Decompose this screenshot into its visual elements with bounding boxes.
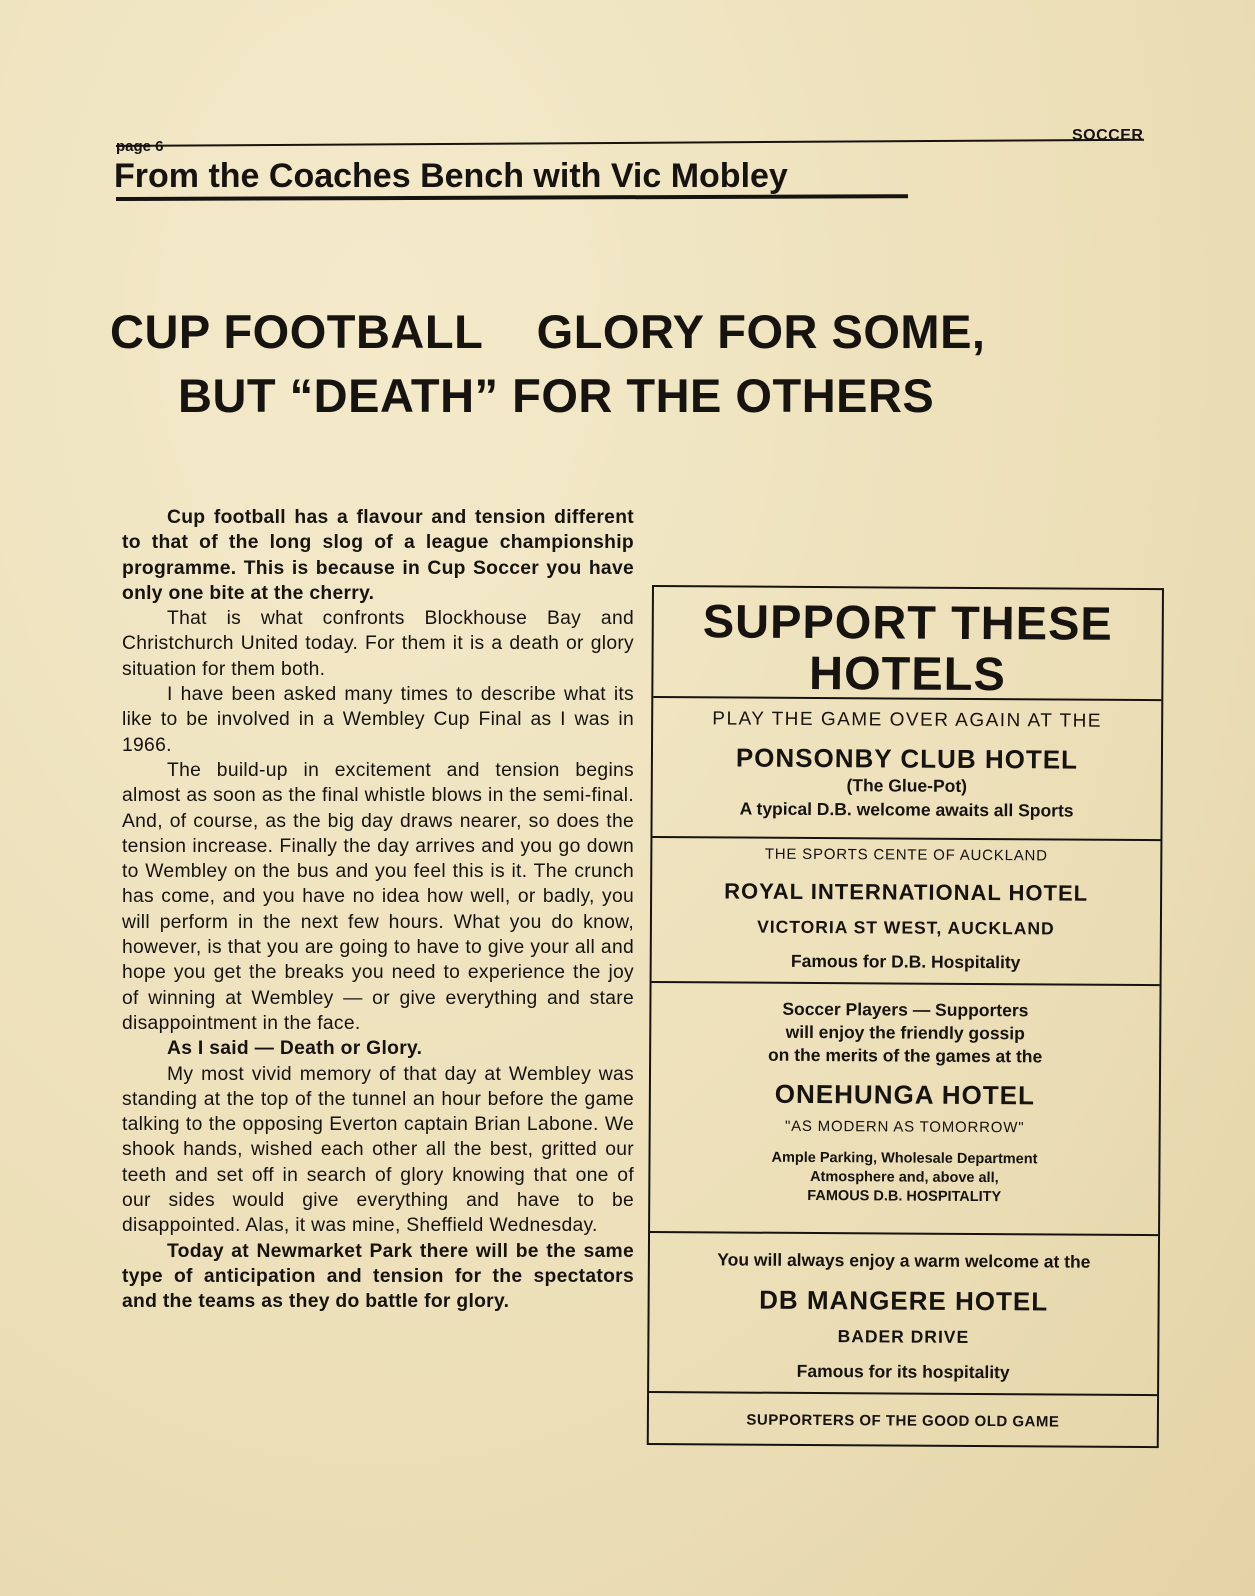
ad-title-line-2: HOTELS: [808, 645, 1006, 701]
onehunga-intro-3: on the merits of the games at the: [767, 1044, 1043, 1067]
headline: [110, 300, 985, 428]
ad-mangere: [649, 1233, 1158, 1396]
article-paragraph-1: Cup football has a flavour and tension different to that of the long slog of a league championship programme. This is because in Cup Soccer you have only one bite at the cherry.: [122, 507, 634, 604]
ponsonby-intro: PLAY THE GAME OVER AGAIN AT THE: [712, 708, 1103, 732]
mangere-address: BADER DRIVE: [837, 1326, 970, 1347]
onehunga-slogan: "AS MODERN AS TOMORROW": [784, 1117, 1025, 1137]
ponsonby-nickname: (The Glue-Pot): [846, 775, 968, 796]
headline-line-2: BUT “DEATH” FOR THE OTHERS: [178, 369, 935, 422]
royal-intro: THE SPORTS CENTE OF AUCKLAND: [764, 845, 1048, 865]
section-label: SOCCER: [1072, 127, 1144, 144]
ad-royal-international: [652, 838, 1161, 986]
article-body: [122, 505, 634, 1315]
mangere-name: DB MANGERE HOTEL: [759, 1284, 1049, 1317]
onehunga-name: ONEHUNGA HOTEL: [774, 1078, 1035, 1111]
ponsonby-tagline: A typical D.B. welcome awaits all Sports: [739, 798, 1074, 821]
ad-footer: SUPPORTERS OF THE GOOD OLD GAME: [746, 1411, 1060, 1431]
headline-line-1: CUP FOOTBALL GLORY FOR SOME,: [110, 305, 986, 358]
ad-onehunga: [650, 983, 1160, 1236]
article-paragraph-7: Today at Newmarket Park there will be the same type of anticipation and tension for the spectators and the teams as they do battle for glory.: [122, 1240, 634, 1313]
header-rule: [116, 139, 1144, 147]
column-title: From the Coaches Bench with Vic Mobley: [114, 157, 788, 195]
mangere-tagline: Famous for its hospitality: [796, 1360, 1010, 1383]
onehunga-intro-1: Soccer Players — Supporters: [782, 998, 1029, 1021]
onehunga-detail-2: Atmosphere and, above all,: [810, 1168, 999, 1187]
onehunga-intro-2: will enjoy the friendly gossip: [785, 1021, 1025, 1044]
article-paragraph-2: That is what confronts Blockhouse Bay and Christchurch United today. For them it is a death or glory situation for them both.: [122, 608, 634, 680]
ad-ponsonby: [652, 698, 1161, 841]
royal-address: VICTORIA ST WEST, AUCKLAND: [757, 916, 1055, 939]
hotels-advertisement: [647, 585, 1164, 1448]
ad-title-line-1: SUPPORT THESE: [702, 594, 1113, 650]
article-paragraph-6: My most vivid memory of that day at Wembley was standing at the top of the tunnel an hour before the game talking to the opposing Everton captain Brian Labone. We shook hands, wished each other all the best, gritted our teeth and set off in search of glory knowing that one of our sides would give everything and have to be disappointed. Alas, it was mine, Sheffield Wednesday.: [122, 1063, 634, 1237]
article-paragraph-4: The build-up in excitement and tension begins almost as soon as the final whistle blows in the semi-final. And, of course, as the big day draws nearer, so does the tension increase. Finally the day arrives and you go down to Wembley on the bus and you feel this is it. The crunch has come, and you have no idea how well, or badly, you will perform in the next few hours. What you do know, however, is that you are going to have to give your all and hope you get the breaks you need to experience the joy of winning at Wembley — or give everything and stare disappointment in the face.: [122, 759, 634, 1034]
royal-tagline: Famous for D.B. Hospitality: [790, 950, 1021, 973]
page-number: page 6: [116, 138, 164, 155]
article-paragraph-5: As I said — Death or Glory.: [167, 1038, 423, 1060]
onehunga-detail-3: FAMOUS D.B. HOSPITALITY: [807, 1187, 1002, 1206]
article-paragraph-3: I have been asked many times to describe what its like to be involved in a Wembley Cup Final as I was in 1966.: [122, 684, 634, 756]
ponsonby-name: PONSONBY CLUB HOTEL: [735, 742, 1079, 775]
mangere-intro: You will always enjoy a warm welcome at the: [717, 1249, 1091, 1272]
royal-name: ROYAL INTERNATIONAL HOTEL: [724, 878, 1089, 906]
ad-title: [653, 587, 1162, 701]
onehunga-detail-1: Ample Parking, Wholesale Department: [771, 1149, 1038, 1168]
